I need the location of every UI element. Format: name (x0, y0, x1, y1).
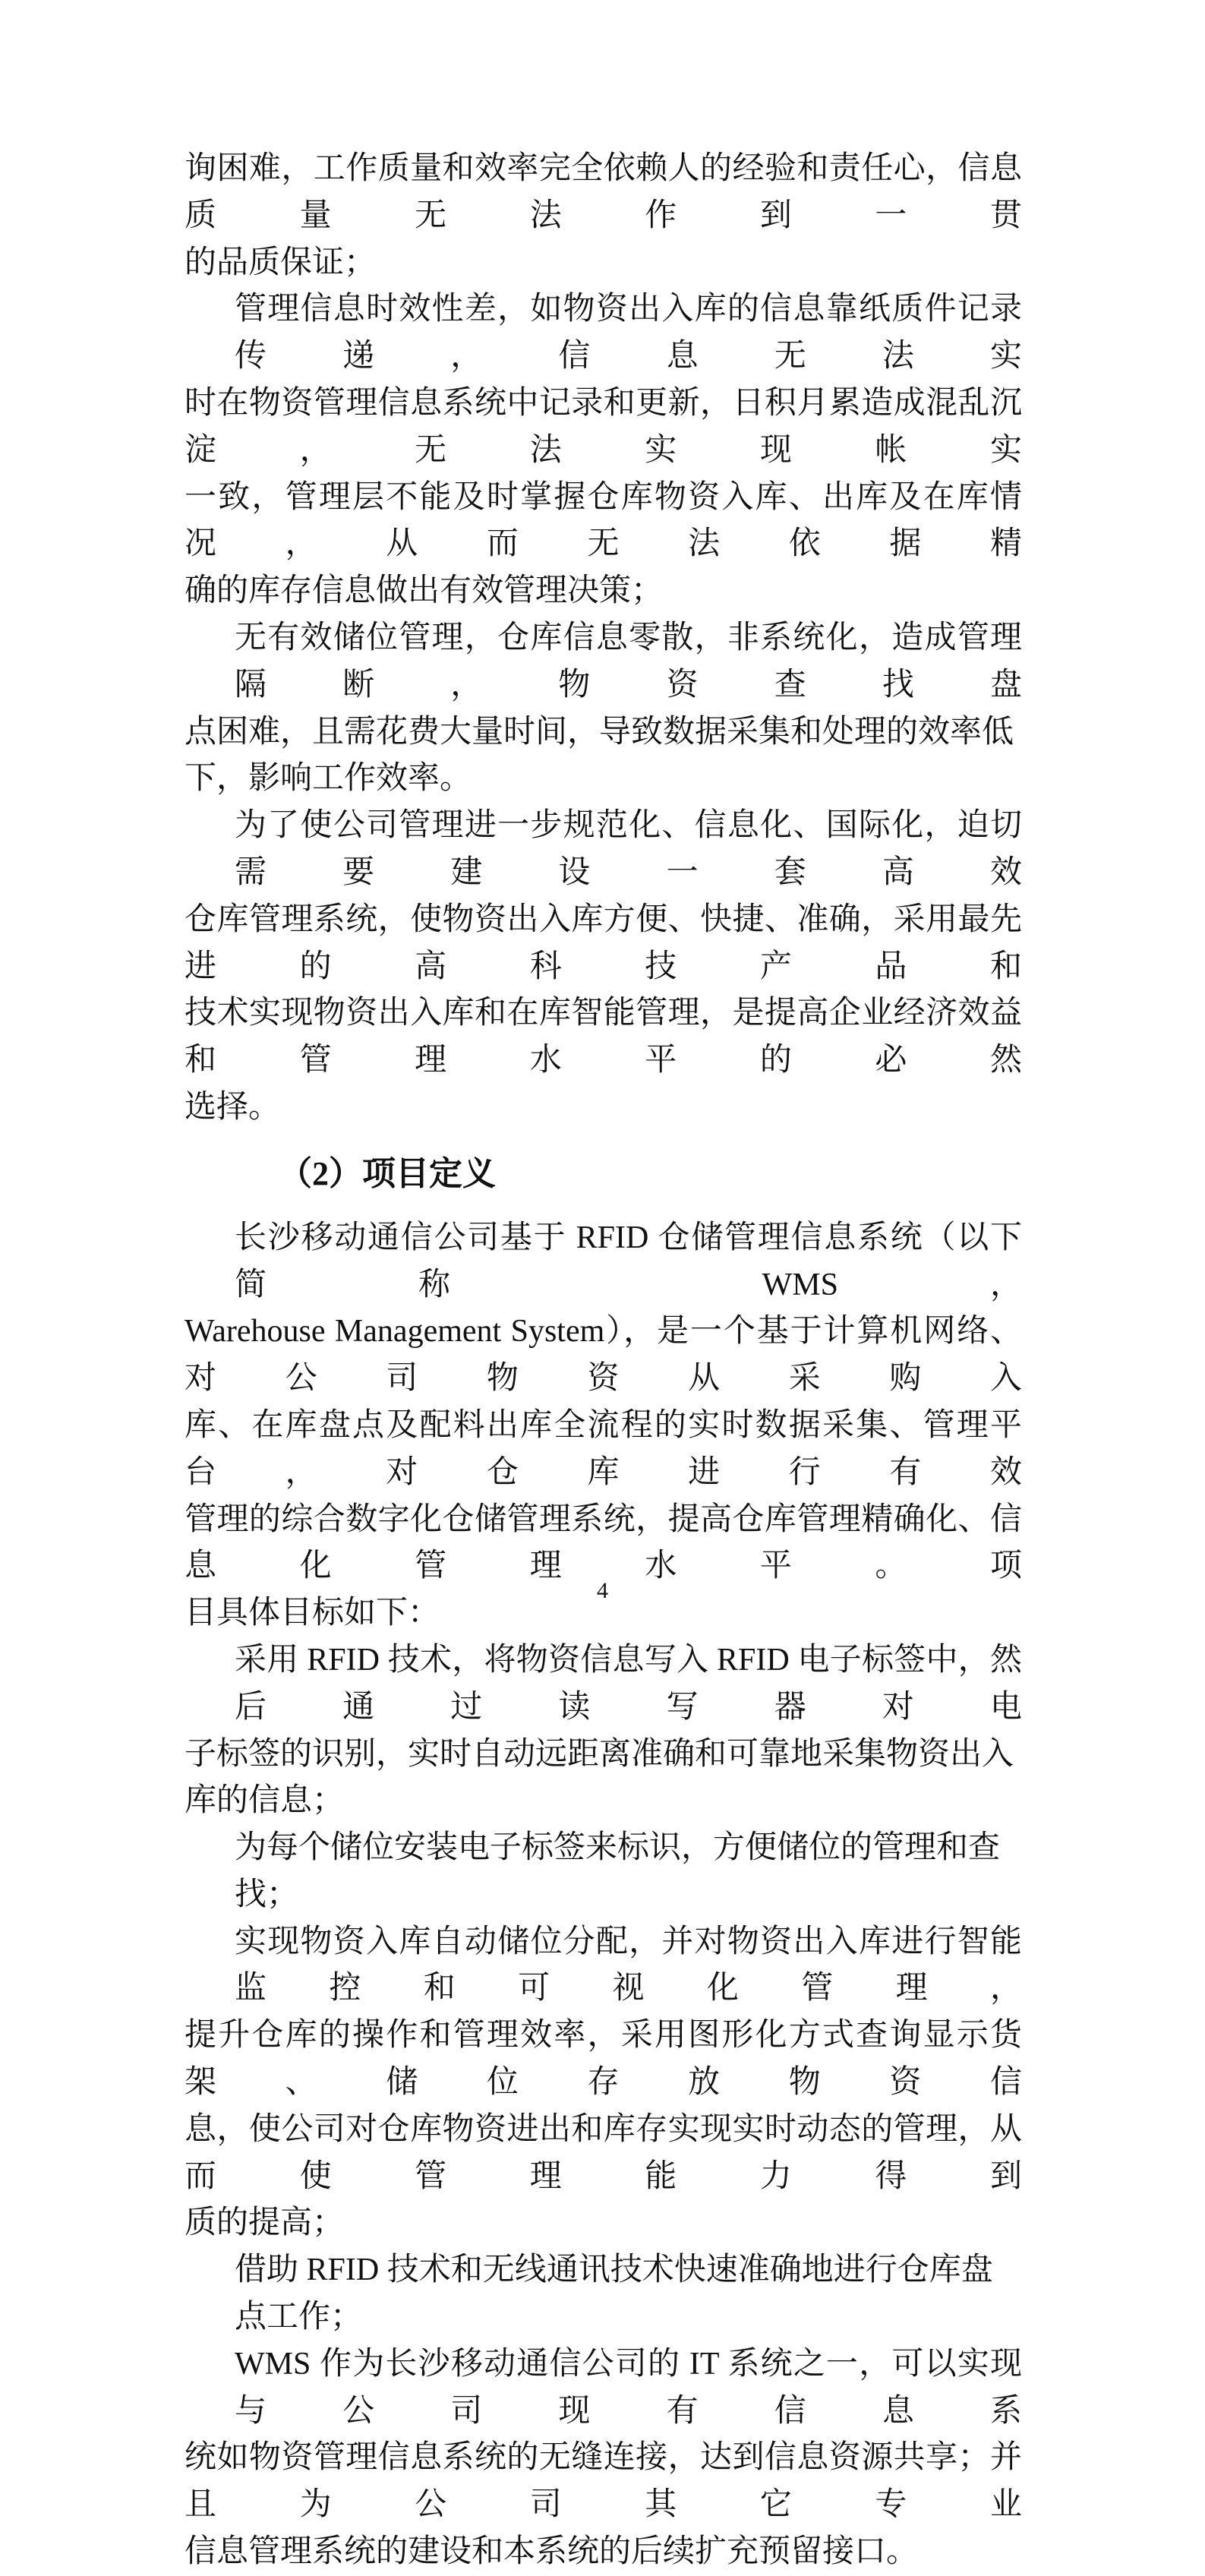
section-heading: （2）项目定义 (279, 1154, 496, 1192)
text-line: 实现物资入库自动储位分配，并对物资出入库进行智能监控和可视化管理， (235, 1924, 1022, 2006)
paragraph (185, 2341, 1022, 2576)
text-line: 技术实现物资出入库和在库智能管理，是提高企业经济效益和管理水平的必然 (185, 996, 1022, 1078)
text-line: 为每个储位安装电子标签来标识，方便储位的管理和查找； (235, 1830, 1001, 1912)
text-line: 长沙移动通信公司基于 RFID 仓储管理信息系统（以下简称 WMS， (235, 1220, 1022, 1302)
text-line: 的品质保证； (185, 245, 377, 280)
body-text (185, 146, 1022, 2576)
text-line: 借助 RFID 技术和无线通讯技术快速准确地进行仓库盘点工作； (235, 2252, 993, 2335)
text-line: 库、在库盘点及配料出库全流程的实时数据采集、管理平台，对仓库进行有效 (185, 1407, 1022, 1490)
text-line: 点困难，且需花费大量时间，导致数据采集和处理的效率低下，影响工作效率。 (185, 714, 1014, 797)
paragraph (185, 1637, 1022, 1825)
text-line: 仓库管理系统，使物资出入库方便、快捷、准确，采用最先进的高科技产品和 (185, 901, 1022, 984)
text-line: 统如物资管理信息系统的无缝连接，达到信息资源共享；并且为公司其它专业 (185, 2440, 1022, 2523)
text-line: WMS 作为长沙移动通信公司的 IT 系统之一，可以实现与公司现有信息系 (235, 2346, 1022, 2429)
paragraph (185, 803, 1022, 1132)
text-line: 提升仓库的操作和管理效率，采用图形化方式查询显示货架、储位存放物资信 (185, 2018, 1022, 2101)
paragraph (185, 615, 1022, 803)
text-line: 时在物资管理信息系统中记录和更新，日积月累造成混乱沉淀，无法实现帐实 (185, 385, 1022, 468)
page-number: 4 (597, 1578, 608, 1603)
text-line: 息，使公司对仓库物资进出和库存实现实时动态的管理，从而使管理能力得到 (185, 2111, 1022, 2194)
text-line: 无有效储位管理，仓库信息零散，非系统化，造成管理隔断，物资查找盘 (235, 620, 1022, 702)
paragraph (185, 2247, 1022, 2341)
text-line: 为了使公司管理进一步规范化、信息化、国际化，迫切需要建设一套高效 (235, 808, 1022, 890)
text-line: Warehouse Management System），是一个基于计算机网络、对公司物资从采购入 (185, 1314, 1022, 1397)
text-line: 管理信息时效性差，如物资出入库的信息靠纸质件记录传递，信息无法实 (235, 292, 1022, 374)
paragraph (185, 1919, 1022, 2248)
text-line: 选择。 (185, 1089, 281, 1125)
text-line: 管理的综合数字化仓储管理系统，提高仓库管理精确化、信息化管理水平。项 (185, 1501, 1022, 1584)
text-line: 质的提高； (185, 2205, 345, 2241)
paragraph (185, 1215, 1022, 1637)
text-line: 询困难，工作质量和效率完全依赖人的经验和责任心，信息质量无法作到一贯 (185, 151, 1022, 233)
text-line: 采用 RFID 技术，将物资信息写入 RFID 电子标签中，然后通过读写器对电 (235, 1642, 1022, 1725)
text-line: 一致，管理层不能及时掌握仓库物资入库、出库及在库情况，从而无法依据精 (185, 479, 1022, 562)
paragraph (185, 286, 1022, 615)
text-line: 信息管理系统的建设和本系统的后续扩充预留接口。 (185, 2534, 919, 2570)
text-line: 确的库存信息做出有效管理决策； (185, 573, 664, 609)
paragraph (185, 1825, 1022, 1919)
paragraph (185, 146, 1022, 286)
text-line: 目具体目标如下： (185, 1596, 440, 1631)
text-line: 子标签的识别，实时自动远距离准确和可靠地采集物资出入库的信息； (185, 1736, 1014, 1819)
